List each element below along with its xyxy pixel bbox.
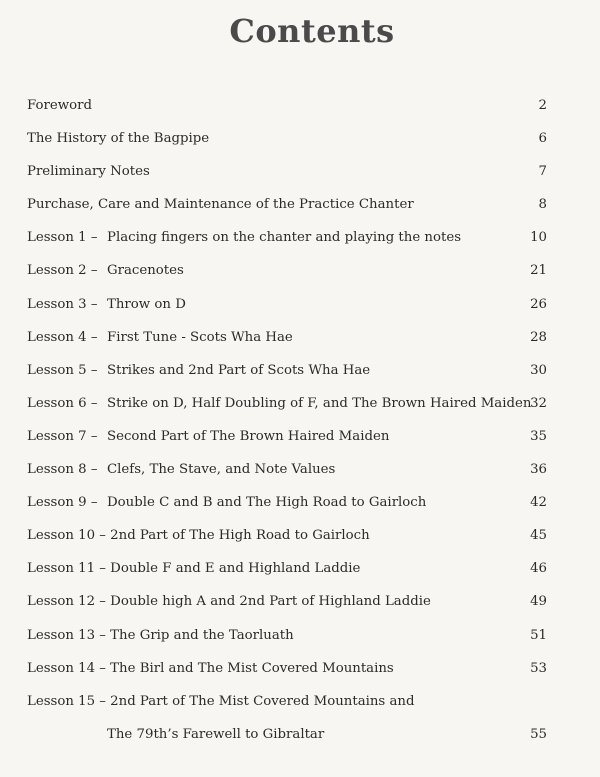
- toc-entry[interactable]: [27, 625, 547, 658]
- toc-page-number: 35: [530, 428, 547, 444]
- toc-entry-title: Clefs, The Stave, and Note Values: [107, 462, 336, 478]
- page-title: Contents: [229, 12, 395, 50]
- toc-entry-title: Throw on D: [107, 296, 186, 312]
- toc-entry[interactable]: [27, 658, 547, 691]
- toc-page-number: 45: [530, 528, 547, 544]
- toc-entry-title: Lesson 10 – 2nd Part of The High Road to Gairloch: [27, 528, 370, 544]
- toc-entry[interactable]: [27, 525, 547, 558]
- toc-entry[interactable]: [27, 194, 547, 227]
- toc-entry-title: Lesson 15 – 2nd Part of The Mist Covered Mountains and: [27, 693, 415, 709]
- toc-entry[interactable]: [27, 459, 547, 492]
- toc-entry[interactable]: [27, 492, 547, 525]
- toc-page-number: 51: [530, 627, 547, 643]
- toc-entry-title: Double C and B and The High Road to Gairloch: [107, 495, 427, 511]
- toc-entry-title: Lesson 12 – Double high A and 2nd Part of Highland Laddie: [27, 594, 431, 610]
- toc-lesson-label: Lesson 5 –: [27, 362, 98, 378]
- toc-entry-title: Lesson 11 – Double F and E and Highland Laddie: [27, 561, 361, 577]
- toc-entry[interactable]: [27, 591, 547, 624]
- toc-page-number: 42: [530, 495, 547, 511]
- toc-page-number: 21: [530, 263, 547, 279]
- toc-entry-title: Foreword: [27, 98, 92, 113]
- toc-entry-title: Lesson 14 – The Birl and The Mist Covered Mountains: [27, 660, 394, 676]
- toc-entry[interactable]: [27, 260, 547, 293]
- toc-entry[interactable]: [27, 128, 547, 161]
- toc-entry-title: Gracenotes: [107, 263, 184, 279]
- toc-page-number: 7: [538, 164, 547, 180]
- toc-entry-title: Strike on D, Half Doubling of F, and The Brown Haired Maiden: [107, 395, 532, 411]
- toc-lesson-label: Lesson 7 –: [27, 428, 98, 444]
- toc-lesson-label: Lesson 4 –: [27, 329, 98, 345]
- toc-entry-title: Second Part of The Brown Haired Maiden: [107, 428, 390, 444]
- toc-page-number: 10: [530, 230, 547, 246]
- toc-page-number: 53: [530, 660, 547, 676]
- toc-entry[interactable]: [27, 227, 547, 260]
- toc-entry-title: Preliminary Notes: [27, 164, 150, 180]
- toc-entry-title: The 79th’s Farewell to Gibraltar: [107, 726, 325, 742]
- toc-entry-title: Placing fingers on the chanter and playing the notes: [107, 230, 462, 246]
- toc-entry-title: First Tune - Scots Wha Hae: [107, 329, 293, 345]
- toc-page-number: 46: [530, 561, 547, 577]
- toc-entry[interactable]: [27, 393, 547, 426]
- toc-page-number: 26: [530, 296, 547, 312]
- toc-page-number: 8: [538, 197, 547, 213]
- table-of-contents: [27, 95, 547, 757]
- toc-entry-continuation[interactable]: [27, 724, 547, 757]
- toc-page-number: 36: [530, 462, 547, 478]
- toc-page-number: 28: [530, 329, 547, 345]
- toc-entry-title: Purchase, Care and Maintenance of the Practice Chanter: [27, 197, 414, 213]
- toc-lesson-label: Lesson 6 –: [27, 395, 98, 411]
- toc-entry[interactable]: [27, 691, 547, 724]
- toc-entry[interactable]: [27, 558, 547, 591]
- toc-lesson-label: Lesson 2 –: [27, 263, 98, 279]
- toc-lesson-label: Lesson 9 –: [27, 495, 98, 511]
- toc-entry-title: Strikes and 2nd Part of Scots Wha Hae: [107, 362, 371, 378]
- toc-entry-title: Lesson 13 – The Grip and the Taorluath: [27, 627, 294, 643]
- toc-entry[interactable]: [27, 95, 547, 128]
- toc-entry[interactable]: [27, 161, 547, 194]
- toc-entry[interactable]: [27, 360, 547, 393]
- toc-page-number: 49: [530, 594, 547, 610]
- toc-page-number: 6: [538, 131, 547, 147]
- toc-page-number: 55: [530, 726, 547, 742]
- toc-entry[interactable]: [27, 426, 547, 459]
- toc-page-number: 2: [538, 98, 547, 113]
- toc-lesson-label: Lesson 8 –: [27, 462, 98, 478]
- toc-lesson-label: Lesson 3 –: [27, 296, 98, 312]
- toc-lesson-label: Lesson 1 –: [27, 230, 98, 246]
- toc-entry[interactable]: [27, 294, 547, 327]
- toc-entry-title: The History of the Bagpipe: [27, 131, 210, 147]
- toc-entry[interactable]: [27, 327, 547, 360]
- toc-page-number: 30: [530, 362, 547, 378]
- toc-page-number: 32: [530, 395, 547, 411]
